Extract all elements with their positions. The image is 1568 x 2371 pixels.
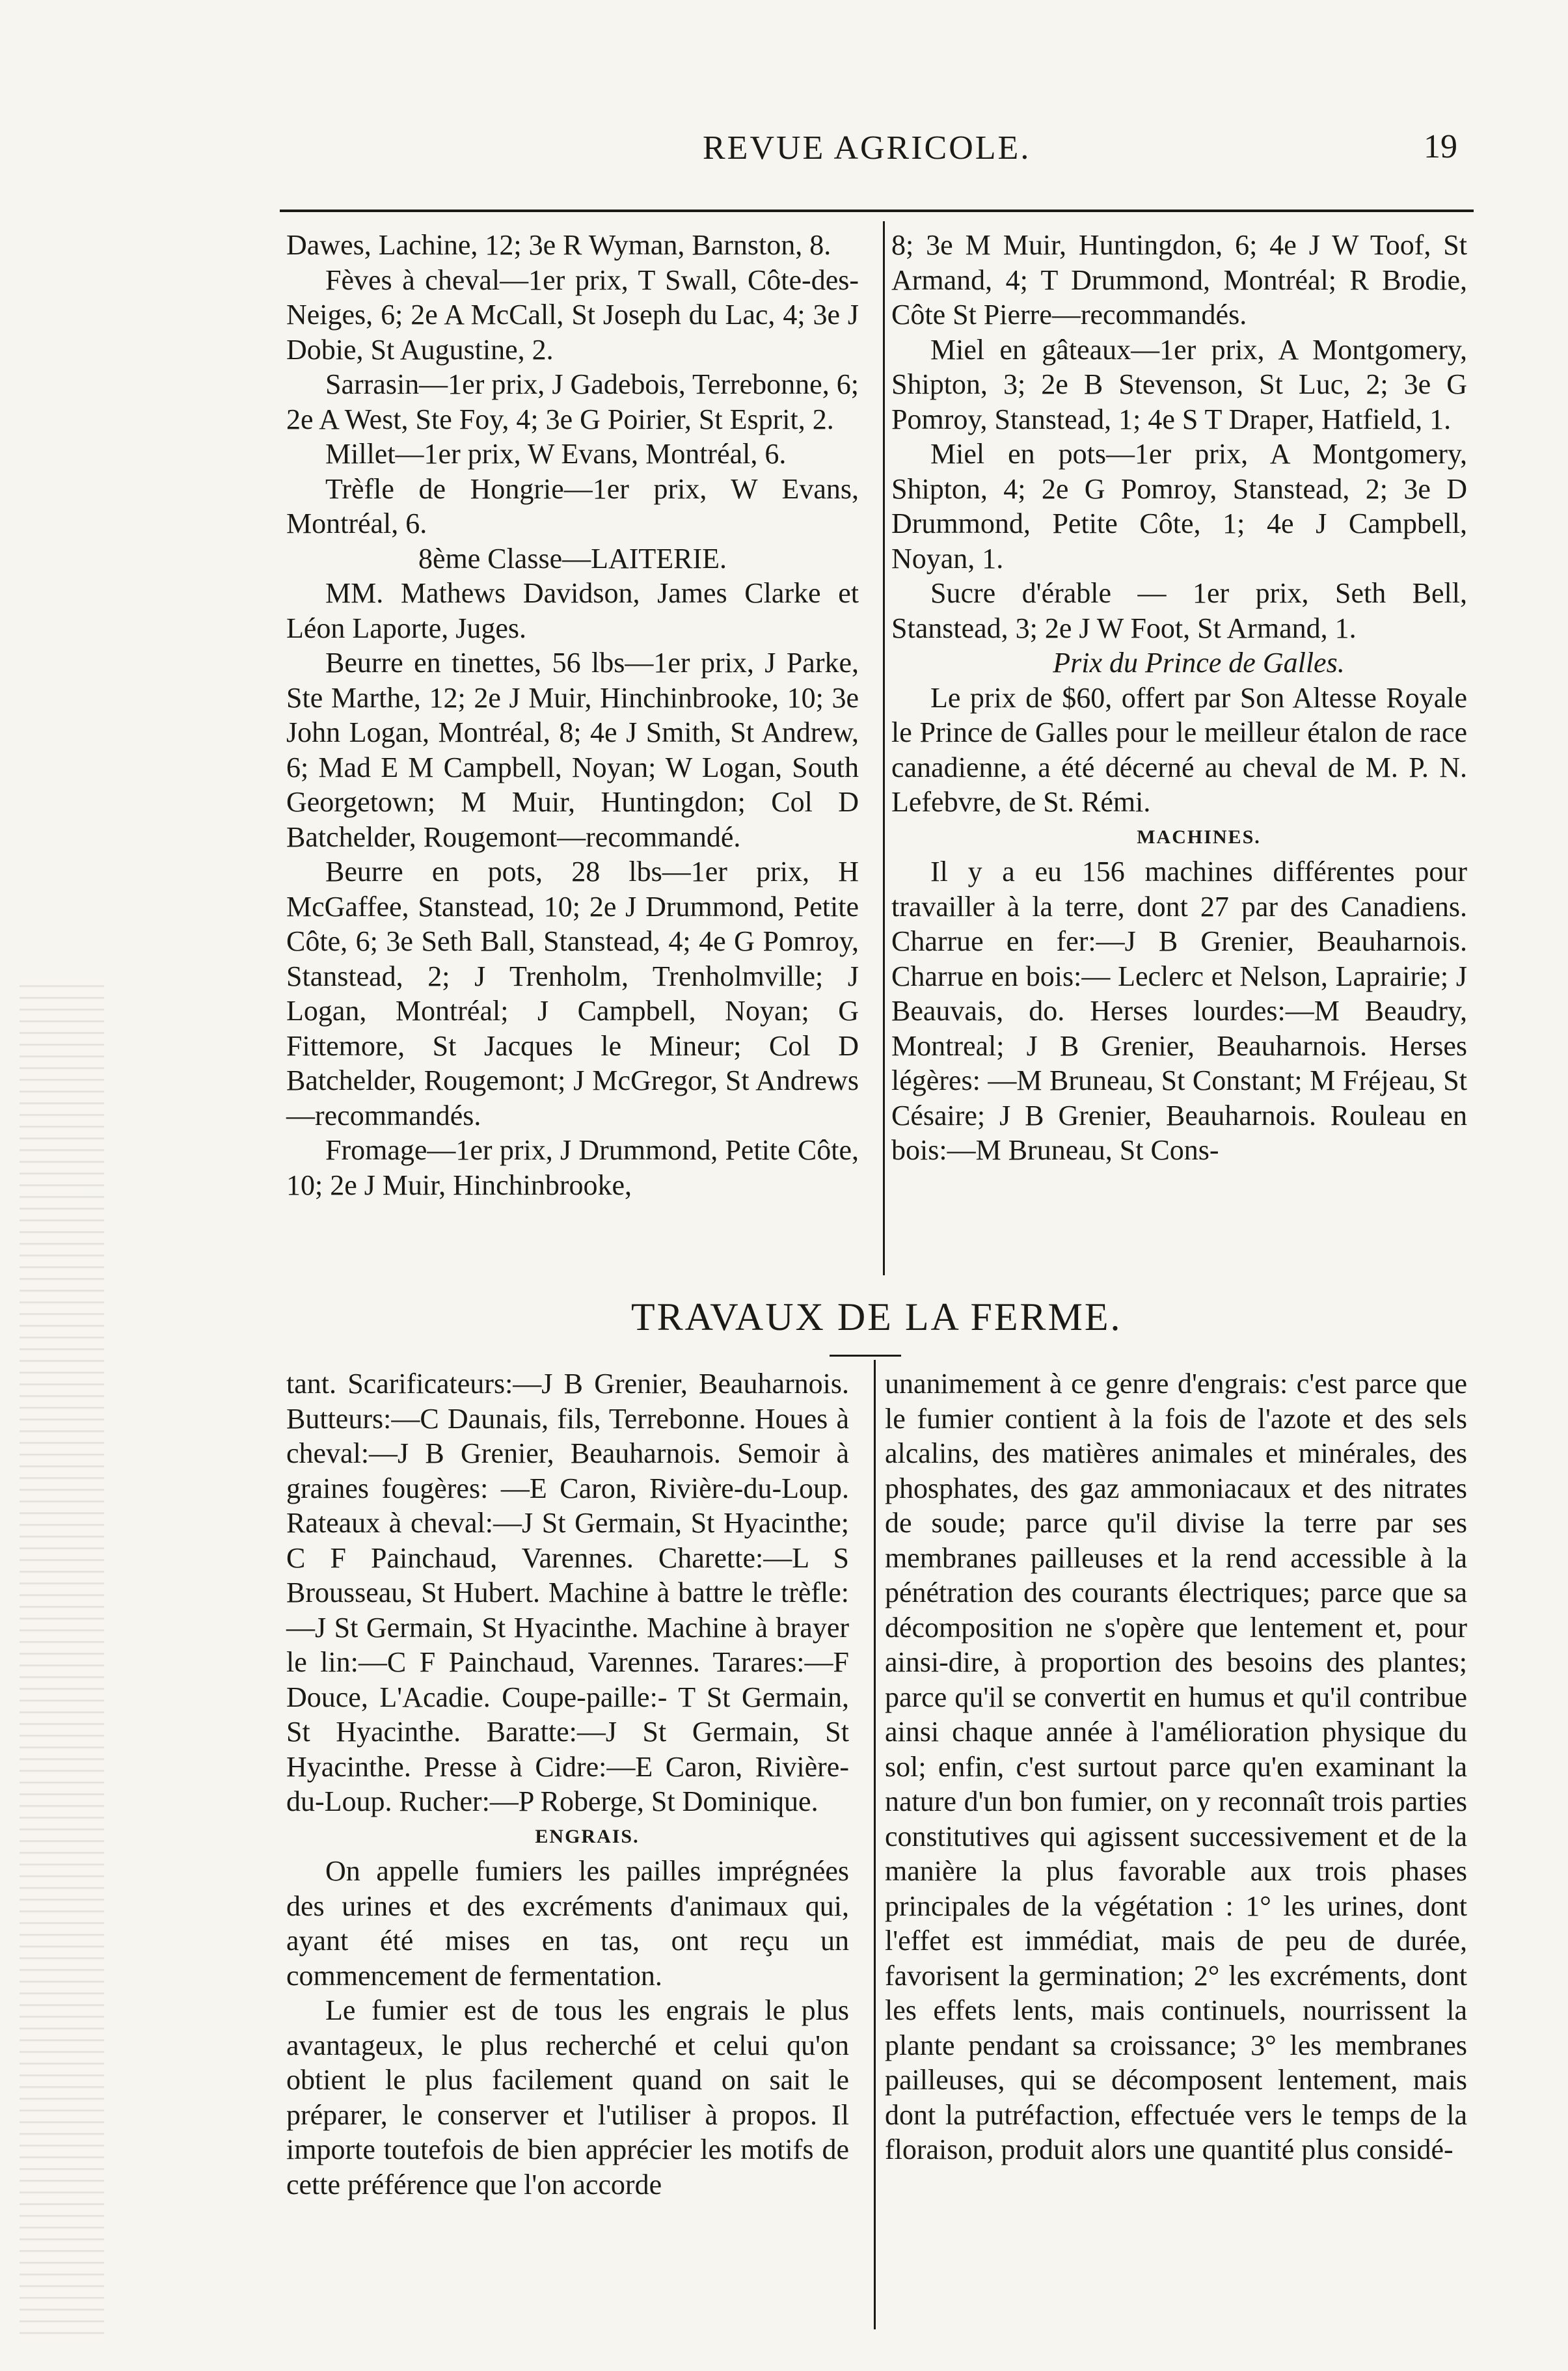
paragraph: Sarrasin—1er prix, J Gadebois, Terrebonne, 6; 2e A West, Ste Foy, 4; 3e G Poirier, St Esprit, 2. <box>286 368 859 435</box>
paragraph: Fèves à cheval—1er prix, T Swall, Côte-des-Neiges, 6; 2e A McCall, St Joseph du Lac, 4; 3e J Dobie, St Augustine, 2. <box>286 264 859 366</box>
machines-heading: MACHINES. <box>1137 826 1261 848</box>
running-title: REVUE AGRICOLE. <box>703 129 1031 167</box>
paragraph: MM. Mathews Davidson, James Clarke et Léon Laporte, Juges. <box>286 577 859 644</box>
scan-edge-noise <box>20 976 104 2342</box>
engrais-heading: ENGRAIS. <box>535 1825 640 1847</box>
paragraph: Miel en pots—1er prix, A Montgomery, Shipton, 4; 2e G Pomroy, Stanstead, 2; 3e D Drummond, Petite Côte, 1; 4e J Campbell, Noyan, 1. <box>891 438 1467 575</box>
paragraph: Millet—1er prix, W Evans, Montréal, 6. <box>325 438 787 470</box>
paragraph: On appelle fumiers les pailles imprégnées des urines et des excréments d'animaux qui, ayant été mises en tas, ont reçu un commencement de fermentation. <box>286 1855 849 1992</box>
top-column-divider <box>883 221 885 1275</box>
paragraph: Trèfle de Hongrie—1er prix, W Evans, Montréal, 6. <box>286 472 859 539</box>
section-title-rule <box>830 1355 901 1357</box>
prince-heading: Prix du Prince de Galles. <box>1053 647 1345 679</box>
top-left-column <box>286 228 859 1202</box>
section-title: TRAVAUX DE LA FERME. <box>631 1295 1122 1338</box>
bottom-right-column <box>885 1366 1467 2167</box>
paragraph: Miel en gâteaux—1er prix, A Montgomery, Shipton, 3; 2e B Stevenson, St Luc, 2; 3e G Pomroy, Stanstead, 1; 4e S T Draper, Hatfield, 1. <box>891 333 1467 435</box>
top-right-column <box>891 228 1467 1168</box>
paragraph: Fromage—1er prix, J Drummond, Petite Côte, 10; 2e J Muir, Hinchinbrooke, <box>286 1134 859 1201</box>
paragraph: Dawes, Lachine, 12; 3e R Wyman, Barnston, 8. <box>286 229 831 261</box>
paragraph: Le fumier est de tous les engrais le plus avantageux, le plus recherché et celui qu'on obtient le plus facilement quand on sait le préparer, le conserver et l'utiliser à propos. Il importe toutefois de bien apprécier les motifs de cette préférence que l'on accorde <box>286 1994 849 2201</box>
paragraph: unanimement à ce genre d'engrais: c'est parce que le fumier contient à la fois de l'azote et des sels alcalins, des matières animales et minérales, des phosphates, des gaz ammoniacaux et des nitrates de soude; parce qu'il divise la terre par ses membranes pailleuses et la rend accessible à la pénétration des courants électriques; parce que sa décomposition ne s'opère que lentement et, pour ainsi-dire, à proportion des besoins des plantes; parce qu'il se convertit en humus et qu'il contribue ainsi chaque année à l'amélioration physique du sol; enfin, c'est surtout parce qu'en examinant la nature d'un bon fumier, on y reconnaît trois parties constitutives qui agissent successivement et de la manière la plus favorable aux trois phases principales de la végétation : 1° les urines, dont l'effet est immédiat, mais de peu de durée, favorisent la germination; 2° les excréments, dont les effets lents, mais continuels, nourrissent la plante pendant sa croissance; 3° les membranes pailleuses, qui se décomposent lentement, mais dont la putréfaction, effectuée vers le temps de la floraison, produit alors une quantité plus considé- <box>885 1368 1467 2165</box>
paragraph: Beurre en pots, 28 lbs—1er prix, H McGaffee, Stanstead, 10; 2e J Drummond, Petite Côte, 6; 3e Seth Ball, Stanstead, 4; 4e G Pomroy, Stanstead, 2; J Trenholm, Trenholmville; J Logan, Montréal; J Campbell, Noyan; G Fittemore, St Jacques le Mineur; Col D Batchelder, Rougemont; J McGregor, St Andrews—recommandés. <box>286 856 859 1131</box>
laiterie-heading: 8ème Classe—LAITERIE. <box>418 542 727 575</box>
bottom-column-divider <box>874 1360 876 2329</box>
page-number: 19 <box>1424 128 1457 165</box>
header-rule <box>280 210 1474 212</box>
page-header <box>280 122 1477 181</box>
paragraph: Beurre en tinettes, 56 lbs—1er prix, J Parke, Ste Marthe, 12; 2e J Muir, Hinchinbrooke, 10; 3e John Logan, Montréal, 8; 4e J Smith, St Andrew, 6; Mad E M Campbell, Noyan; W Logan, South Georgetown; M Muir, Huntingdon; Col D Batchelder, Rougemont—recommandé. <box>286 647 859 853</box>
paragraph: 8; 3e M Muir, Huntingdon, 6; 4e J W Toof, St Armand, 4; T Drummond, Montréal; R Brodie, Côte St Pierre—recommandés. <box>891 229 1467 331</box>
paragraph: tant. Scarificateurs:—J B Grenier, Beauharnois. Butteurs:—C Daunais, fils, Terrebonne. Houes à cheval:—J B Grenier, Beauharnois. Semoir à graines fougères: —E Caron, Rivière-du-Loup. Rateaux à cheval:—J St Germain, St Hyacinthe; C F Painchaud, Varennes. Charette:—L S Brousseau, St Hubert. Machine à battre le trèfle:—J St Germain, St Hyacinthe. Machine à brayer le lin:—C F Painchaud, Varennes. Tarares:—F Douce, L'Acadie. Coupe-paille:- T St Germain, St Hyacinthe. Baratte:—J St Germain, St Hyacinthe. Presse à Cidre:—E Caron, Rivière-du-Loup. Rucher:—P Roberge, St Dominique. <box>286 1368 849 1817</box>
bottom-left-column <box>286 1366 849 2202</box>
paragraph: Le prix de $60, offert par Son Altesse Royale le Prince de Galles pour le meilleur étalon de race canadienne, a été décerné au cheval de M. P. N. Lefebvre, de St. Rémi. <box>891 681 1467 818</box>
paragraph: Sucre d'érable — 1er prix, Seth Bell, Stanstead, 3; 2e J W Foot, St Armand, 1. <box>891 577 1467 644</box>
paragraph: Il y a eu 156 machines différentes pour travailler à la terre, dont 27 par des Canadiens. Charrue en fer:—J B Grenier, Beauharnois. Charrue en bois:— Leclerc et Nelson, Laprairie; J Beauvais, do. Herses lourdes:—M Beaudry, Montreal; J B Grenier, Beauharnois. Herses légères: —M Bruneau, St Constant; M Fréjeau, St Césaire; J B Grenier, Beauharnois. Rouleau en bois:—M Bruneau, St Cons- <box>891 856 1467 1166</box>
